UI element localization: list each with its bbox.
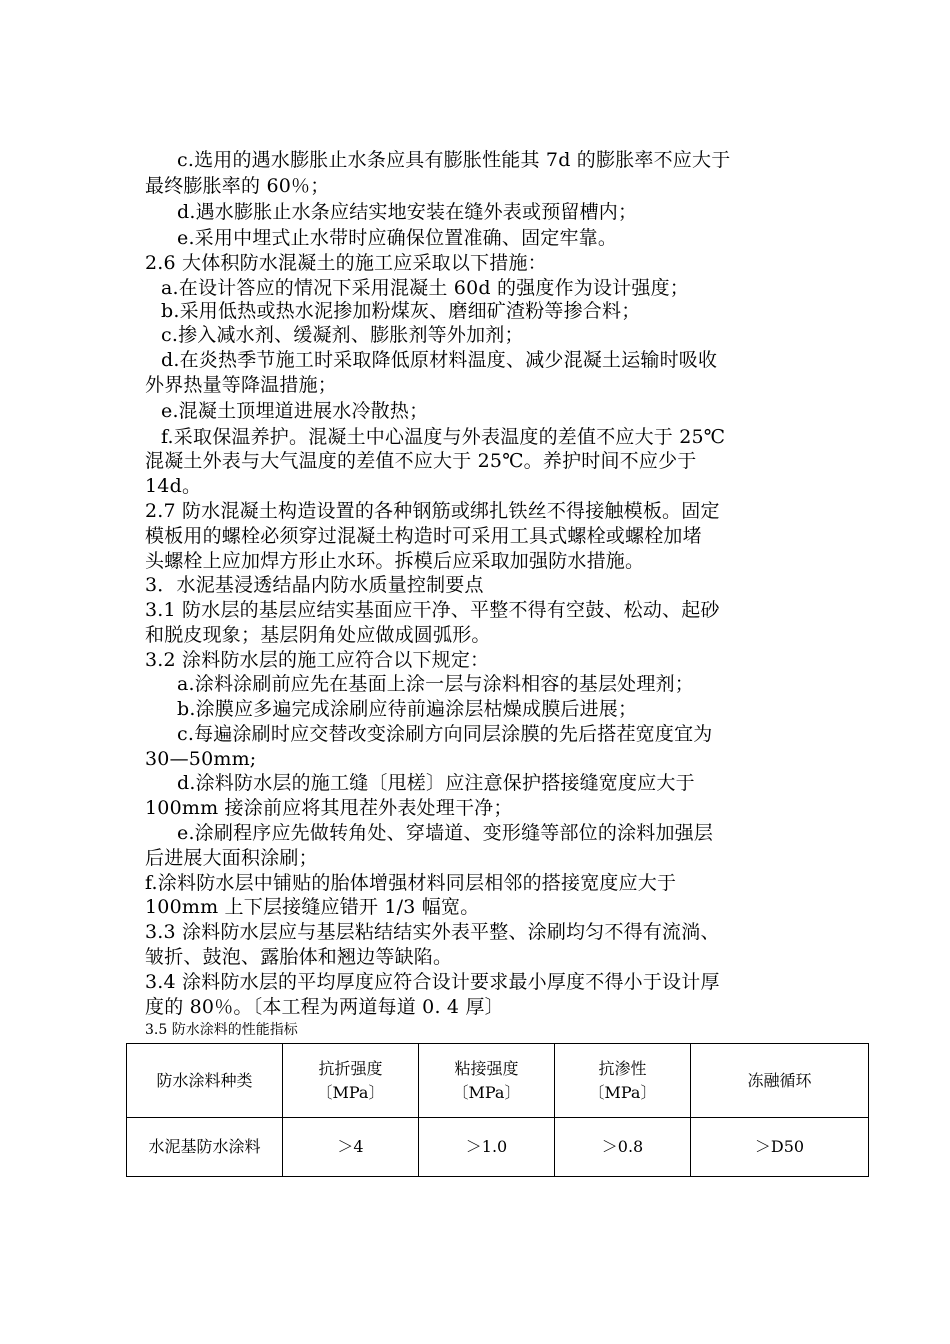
text-line: 后进展大面积涂刷； <box>145 847 318 869</box>
section-heading: 3．水泥基浸透结晶内防水质量控制要点 <box>145 574 484 596</box>
text-line: 外界热量等降温措施； <box>145 374 338 396</box>
table-cell <box>419 1118 555 1177</box>
text-line: c.每遍涂刷时应交替改变涂刷方向同层涂膜的先后搭茬宽度宜为 <box>177 723 713 745</box>
text-line: 100mm 上下层接缝应错开 1/3 幅宽。 <box>145 896 480 918</box>
text-line: e.混凝土顶埋道进展水冷散热； <box>161 400 429 422</box>
table-caption: 3.5 防水涂料的性能指标 <box>145 1022 298 1038</box>
text-line: 度的 80％。〔本工程为两道每道 0. 4 厚〕 <box>145 996 504 1018</box>
text-line: a.在设计答应的情况下采用混凝土 60d 的强度作为设计强度； <box>161 277 689 299</box>
text-line: 14d。 <box>145 475 202 497</box>
text-line: 3.3 涂料防水层应与基层粘结结实外表平整、涂刷均匀不得有流淌、 <box>145 921 720 943</box>
table-header-row <box>127 1044 869 1118</box>
text-line: c.选用的遇水膨胀止水条应具有膨胀性能其 7d 的膨胀率不应大于 <box>177 149 731 171</box>
table-header-cell <box>555 1044 691 1118</box>
text-line: b.涂膜应多遍完成涂刷应待前遍涂层枯燥成膜后进展； <box>177 698 638 720</box>
text-line: 3.2 涂料防水层的施工应符合以下规定： <box>145 649 490 671</box>
text-line: 2.7 防水混凝土构造设置的各种钢筋或绑扎铁丝不得接触模板。固定 <box>145 500 720 522</box>
text-line: 头螺栓上应加焊方形止水环。拆模后应采取加强防水措施。 <box>145 550 645 572</box>
text-line: e.采用中埋式止水带时应确保位置准确、固定牢靠。 <box>177 227 618 249</box>
header-coating-type: 防水涂料种类 <box>156 1070 253 1090</box>
text-line: e.涂刷程序应先做转角处、穿墙道、变形缝等部位的涂料加强层 <box>177 822 714 844</box>
table-header-cell <box>127 1044 283 1118</box>
table-cell <box>555 1118 691 1177</box>
text-line: 最终膨胀率的 60％； <box>145 175 330 197</box>
table-cell <box>283 1118 419 1177</box>
table-row <box>127 1118 869 1177</box>
table-header-cell <box>419 1044 555 1118</box>
header-freeze-thaw: 冻融循环 <box>747 1070 812 1090</box>
table-cell <box>691 1118 869 1177</box>
text-line: b.采用低热或热水泥掺加粉煤灰、磨细矿渣粉等掺合料； <box>161 300 641 322</box>
text-line: c.掺入减水剂、缓凝剂、膨胀剂等外加剂； <box>161 324 524 346</box>
text-line: a.涂料涂刷前应先在基面上涂一层与涂料相容的基层处理剂； <box>177 673 694 695</box>
text-line: 混凝土外表与大气温度的差值不应大于 25℃。养护时间不应少于 <box>145 450 697 472</box>
text-line: 2.6 大体积防水混凝土的施工应采取以下措施： <box>145 252 547 274</box>
text-line: 30—50mm; <box>145 748 257 770</box>
text-line: d.遇水膨胀止水条应结实地安装在缝外表或预留槽内； <box>177 201 638 223</box>
cell-freeze-thaw: ＞D50 <box>754 1137 805 1156</box>
table-header-cell <box>283 1044 419 1118</box>
text-line: 3.1 防水层的基层应结实基面应干净、平整不得有空鼓、松动、起砂 <box>145 599 720 621</box>
text-line: 模板用的螺栓必须穿过混凝土构造时可采用工具式螺栓或螺栓加堵 <box>145 525 702 547</box>
table-header-cell <box>691 1044 869 1118</box>
performance-table <box>126 1043 869 1177</box>
header-flexural-strength: 抗折强度 〔MPa〕 <box>316 1058 385 1102</box>
text-line: d.在炎热季节施工时采取降低原材料温度、减少混凝土运输时吸收 <box>161 349 718 371</box>
text-line: 100mm 接涂前应将其甩茬外表处理干净； <box>145 797 513 819</box>
text-line: d.涂料防水层的施工缝〔甩槎〕应注意保护搭接缝宽度应大于 <box>177 772 695 794</box>
text-line: 3.4 涂料防水层的平均厚度应符合设计要求最小厚度不得小于设计厚 <box>145 971 720 993</box>
cell-coating-type: 水泥基防水涂料 <box>148 1137 261 1156</box>
text-line: f.采取保温养护。混凝土中心温度与外表温度的差值不应大于 25℃ <box>161 426 726 448</box>
cell-flexural-strength: ＞4 <box>337 1137 364 1156</box>
text-line: 和脱皮现象；基层阴角处应做成圆弧形。 <box>145 624 491 646</box>
header-impermeability: 抗渗性 〔MPa〕 <box>588 1058 657 1102</box>
cell-bond-strength: ＞1.0 <box>465 1137 508 1156</box>
header-bond-strength: 粘接强度 〔MPa〕 <box>452 1058 521 1102</box>
text-line: f.涂料防水层中铺贴的胎体增强材料同层相邻的搭接宽度应大于 <box>145 872 677 894</box>
text-line: 皱折、鼓泡、露胎体和翘边等缺陷。 <box>145 946 453 968</box>
cell-impermeability: ＞0.8 <box>601 1137 644 1156</box>
table-cell <box>127 1118 283 1177</box>
